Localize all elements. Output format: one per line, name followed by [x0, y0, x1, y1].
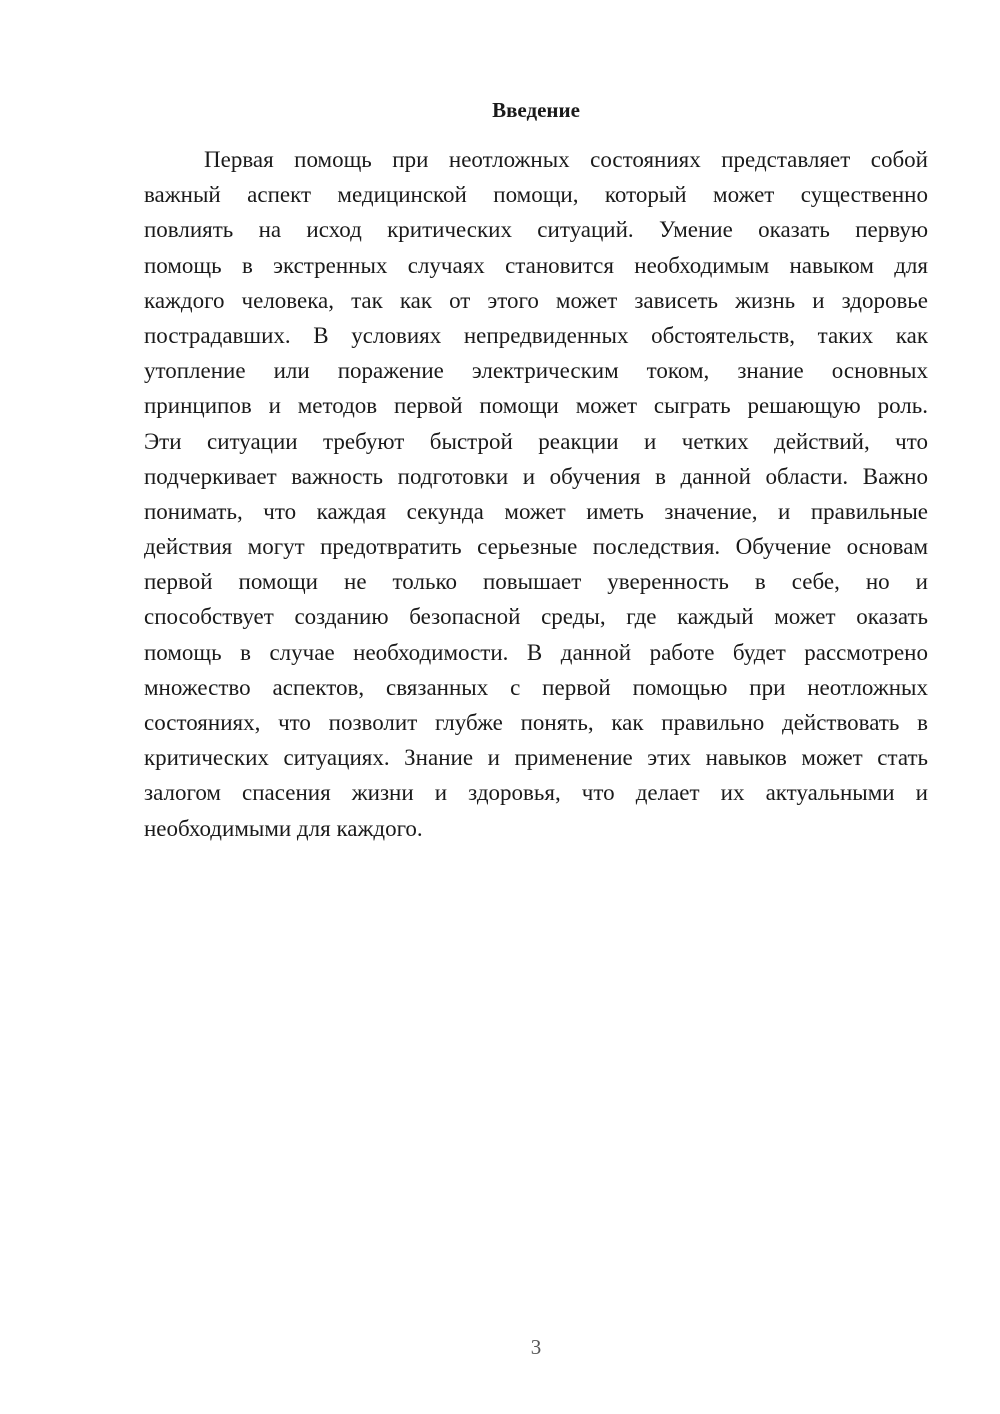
paragraph-line: множество аспектов, связанных с первой помощью при неотложных: [144, 674, 928, 700]
paragraph-line: помощь в экстренных случаях становится необходимым навыком для: [144, 252, 928, 278]
section-title: Введение: [492, 98, 580, 122]
paragraph-line: действия могут предотвратить серьезные последствия. Обучение основам: [144, 534, 928, 560]
paragraph-line: понимать, что каждая секунда может иметь значение, и правильные: [144, 498, 928, 524]
paragraph-line: состояниях, что позволит глубже понять, как правильно действовать в: [144, 710, 928, 735]
paragraph-line: пострадавших. В условиях непредвиденных обстоятельств, таких как: [144, 322, 928, 348]
paragraph-line: залогом спасения жизни и здоровья, что делает их актуальными и: [144, 780, 928, 806]
paragraph-line: способствует созданию безопасной среды, где каждый может оказать: [144, 604, 928, 630]
paragraph-line: важный аспект медицинской помощи, который может существенно: [144, 182, 928, 208]
paragraph-line: необходимыми для каждого.: [144, 815, 423, 841]
paragraph-line: первой помощи не только повышает уверенность в себе, но и: [144, 569, 928, 595]
page-number: 3: [530, 1335, 542, 1359]
paragraph-line: Первая помощь при неотложных состояниях представляет собой: [204, 147, 928, 172]
introduction-paragraph: [144, 142, 928, 846]
paragraph-line: подчеркивает важность подготовки и обучения в данной области. Важно: [144, 463, 928, 489]
paragraph-line: принципов и методов первой помощи может сыграть решающую роль.: [144, 393, 928, 419]
paragraph-line: помощь в случае необходимости. В данной работе будет рассмотрено: [144, 639, 928, 665]
paragraph-line: каждого человека, так как от этого может зависеть жизнь и здоровье: [144, 287, 928, 313]
paragraph-line: повлиять на исход критических ситуаций. Умение оказать первую: [144, 217, 928, 243]
paragraph-line: утопление или поражение электрическим током, знание основных: [144, 358, 928, 384]
paragraph-line: критических ситуациях. Знание и применение этих навыков может стать: [144, 745, 928, 771]
paragraph-line: Эти ситуации требуют быстрой реакции и четких действий, что: [144, 428, 928, 454]
